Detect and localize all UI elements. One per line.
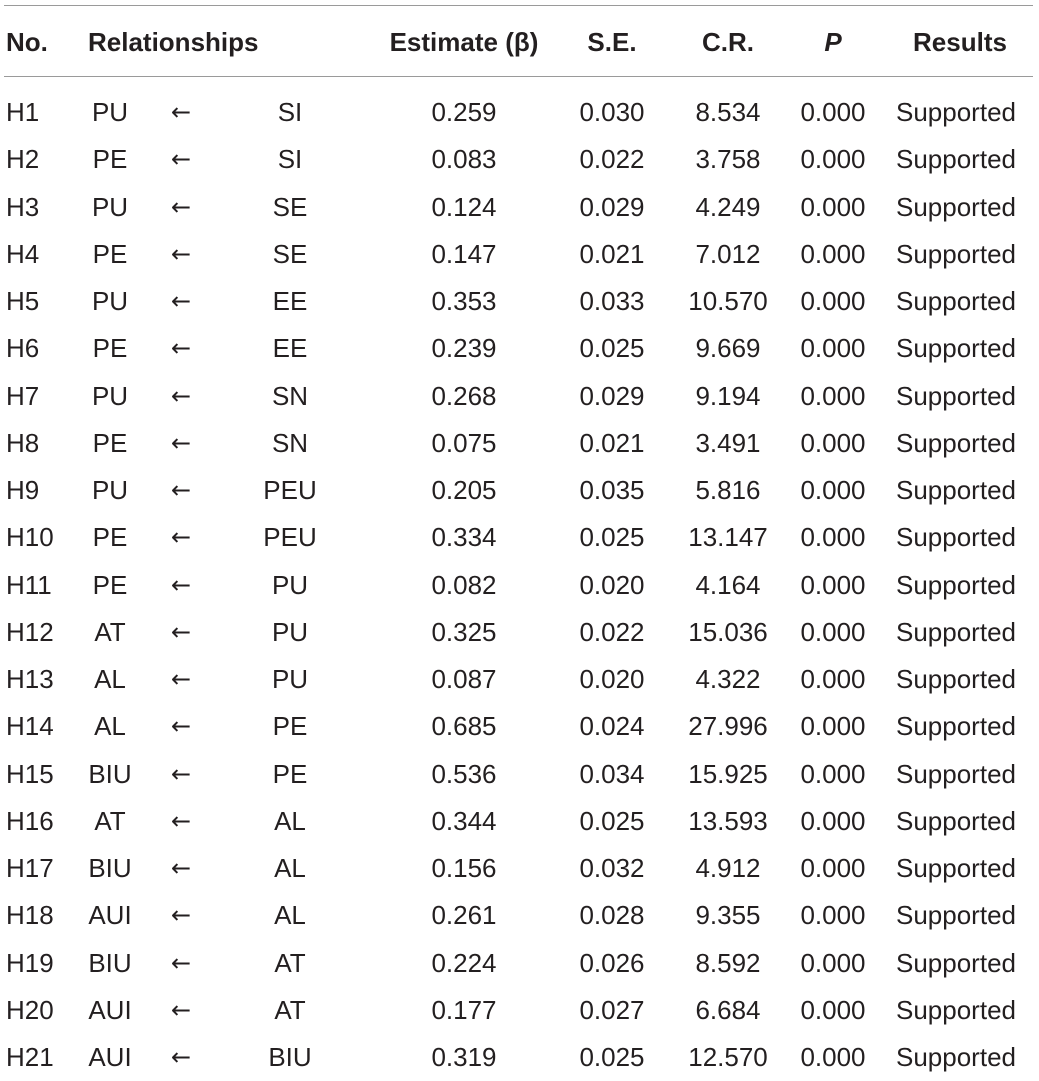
- row-number: H17: [6, 853, 54, 883]
- table-row: [0, 562, 1039, 609]
- p-cell: 0.000: [800, 475, 866, 505]
- relationship-arrow: ←: [170, 807, 192, 835]
- relationship-arrow: ←: [170, 382, 192, 410]
- relationship-predictor: SE: [272, 192, 308, 222]
- se-cell: 0.030: [579, 97, 645, 127]
- cr-cell: 8.534: [695, 97, 761, 127]
- table-row: [0, 467, 1039, 514]
- row-number: H19: [6, 948, 54, 978]
- table-row: [0, 184, 1039, 231]
- cr-cell: 4.249: [695, 192, 761, 222]
- result-cell: Supported: [896, 664, 1016, 694]
- estimate-cell: 0.239: [431, 333, 497, 363]
- result-cell: Supported: [896, 948, 1016, 978]
- table-row: [0, 987, 1039, 1034]
- result-cell: Supported: [896, 475, 1016, 505]
- cr-cell: 4.912: [695, 853, 761, 883]
- se-cell: 0.025: [579, 1042, 645, 1072]
- relationship-outcome: AUI: [88, 995, 132, 1025]
- result-cell: Supported: [896, 853, 1016, 883]
- se-cell: 0.029: [579, 381, 645, 411]
- result-cell: Supported: [896, 806, 1016, 836]
- relationship-arrow: ←: [170, 334, 192, 362]
- row-number: H2: [6, 144, 40, 174]
- header-no: No.: [6, 27, 48, 57]
- table-row: [0, 89, 1039, 136]
- table-row: [0, 420, 1039, 467]
- table-top-rule: [4, 5, 1033, 6]
- relationship-outcome: PE: [92, 522, 128, 552]
- cr-cell: 9.355: [695, 900, 761, 930]
- cr-cell: 9.669: [695, 333, 761, 363]
- result-cell: Supported: [896, 239, 1016, 269]
- p-cell: 0.000: [800, 711, 866, 741]
- row-number: H5: [6, 286, 40, 316]
- row-number: H18: [6, 900, 54, 930]
- result-cell: Supported: [896, 286, 1016, 316]
- estimate-cell: 0.344: [431, 806, 497, 836]
- estimate-cell: 0.536: [431, 759, 497, 789]
- relationship-outcome: AL: [94, 664, 126, 694]
- p-cell: 0.000: [800, 144, 866, 174]
- relationship-arrow: ←: [170, 287, 192, 315]
- result-cell: Supported: [896, 617, 1016, 647]
- relationship-outcome: PE: [92, 333, 128, 363]
- p-cell: 0.000: [800, 522, 866, 552]
- cr-cell: 4.164: [695, 570, 761, 600]
- row-number: H12: [6, 617, 54, 647]
- table-row: [0, 940, 1039, 987]
- p-cell: 0.000: [800, 900, 866, 930]
- relationship-arrow: ←: [170, 98, 192, 126]
- p-cell: 0.000: [800, 381, 866, 411]
- se-cell: 0.026: [579, 948, 645, 978]
- table-row: [0, 278, 1039, 325]
- relationship-predictor: PEU: [263, 522, 317, 552]
- relationship-outcome: PU: [91, 286, 129, 316]
- result-cell: Supported: [896, 570, 1016, 600]
- relationship-predictor: PU: [271, 617, 309, 647]
- result-cell: Supported: [896, 381, 1016, 411]
- header-bottom-rule: [4, 76, 1033, 77]
- table-row: [0, 609, 1039, 656]
- p-cell: 0.000: [800, 333, 866, 363]
- estimate-cell: 0.325: [431, 617, 497, 647]
- p-cell: 0.000: [800, 97, 866, 127]
- row-number: H6: [6, 333, 40, 363]
- cr-cell: 4.322: [695, 664, 761, 694]
- cr-cell: 10.570: [688, 286, 768, 316]
- row-number: H13: [6, 664, 54, 694]
- row-number: H21: [6, 1042, 54, 1072]
- header-se: S.E.: [587, 27, 637, 57]
- result-cell: Supported: [896, 333, 1016, 363]
- table-row: [0, 325, 1039, 372]
- relationship-arrow: ←: [170, 193, 192, 221]
- p-cell: 0.000: [800, 948, 866, 978]
- estimate-cell: 0.087: [431, 664, 497, 694]
- relationship-predictor: AT: [274, 948, 306, 978]
- table-row: [0, 798, 1039, 845]
- estimate-cell: 0.259: [431, 97, 497, 127]
- estimate-cell: 0.224: [431, 948, 497, 978]
- row-number: H7: [6, 381, 40, 411]
- row-number: H16: [6, 806, 54, 836]
- result-cell: Supported: [896, 522, 1016, 552]
- relationship-outcome: PE: [92, 239, 128, 269]
- relationship-predictor: EE: [272, 333, 308, 363]
- p-cell: 0.000: [800, 759, 866, 789]
- estimate-cell: 0.261: [431, 900, 497, 930]
- cr-cell: 13.593: [688, 806, 768, 836]
- p-cell: 0.000: [800, 806, 866, 836]
- relationship-arrow: ←: [170, 240, 192, 268]
- relationship-predictor: EE: [272, 286, 308, 316]
- relationship-arrow: ←: [170, 665, 192, 693]
- estimate-cell: 0.083: [431, 144, 497, 174]
- row-number: H11: [6, 570, 52, 600]
- cr-cell: 3.758: [695, 144, 761, 174]
- relationship-arrow: ←: [170, 429, 192, 457]
- relationship-outcome: PU: [91, 192, 129, 222]
- relationship-predictor: SI: [277, 144, 303, 174]
- se-cell: 0.035: [579, 475, 645, 505]
- header-estimate: Estimate (β): [389, 27, 539, 57]
- row-number: H9: [6, 475, 40, 505]
- relationship-outcome: PU: [91, 381, 129, 411]
- p-cell: 0.000: [800, 239, 866, 269]
- p-cell: 0.000: [800, 664, 866, 694]
- table-row: [0, 751, 1039, 798]
- table-row: [0, 231, 1039, 278]
- row-number: H1: [6, 97, 40, 127]
- relationship-predictor: PEU: [263, 475, 317, 505]
- se-cell: 0.025: [579, 522, 645, 552]
- relationship-predictor: AL: [274, 853, 306, 883]
- row-number: H15: [6, 759, 54, 789]
- se-cell: 0.020: [579, 664, 645, 694]
- se-cell: 0.029: [579, 192, 645, 222]
- estimate-cell: 0.075: [431, 428, 497, 458]
- cr-cell: 6.684: [695, 995, 761, 1025]
- cr-cell: 5.816: [695, 475, 761, 505]
- relationship-predictor: AL: [274, 806, 306, 836]
- relationship-arrow: ←: [170, 996, 192, 1024]
- estimate-cell: 0.205: [431, 475, 497, 505]
- estimate-cell: 0.334: [431, 522, 497, 552]
- relationship-predictor: SN: [271, 428, 309, 458]
- result-cell: Supported: [896, 1042, 1016, 1072]
- relationship-arrow: ←: [170, 949, 192, 977]
- se-cell: 0.024: [579, 711, 645, 741]
- result-cell: Supported: [896, 759, 1016, 789]
- relationship-arrow: ←: [170, 854, 192, 882]
- p-cell: 0.000: [800, 995, 866, 1025]
- header-p: P: [824, 27, 842, 57]
- relationship-outcome: AUI: [88, 1042, 132, 1072]
- relationship-outcome: AT: [94, 806, 126, 836]
- estimate-cell: 0.156: [431, 853, 497, 883]
- estimate-cell: 0.147: [431, 239, 497, 269]
- p-cell: 0.000: [800, 570, 866, 600]
- row-number: H4: [6, 239, 40, 269]
- result-cell: Supported: [896, 428, 1016, 458]
- table-row: [0, 136, 1039, 183]
- se-cell: 0.025: [579, 806, 645, 836]
- se-cell: 0.020: [579, 570, 645, 600]
- relationship-arrow: ←: [170, 523, 192, 551]
- relationship-arrow: ←: [170, 760, 192, 788]
- relationship-arrow: ←: [170, 571, 192, 599]
- relationship-predictor: AL: [274, 900, 306, 930]
- table-row: [0, 373, 1039, 420]
- table-row: [0, 1034, 1039, 1081]
- row-number: H10: [6, 522, 54, 552]
- relationship-outcome: PE: [92, 144, 128, 174]
- se-cell: 0.022: [579, 144, 645, 174]
- relationship-predictor: SI: [277, 97, 303, 127]
- cr-cell: 15.036: [688, 617, 768, 647]
- se-cell: 0.022: [579, 617, 645, 647]
- cr-cell: 15.925: [688, 759, 768, 789]
- row-number: H3: [6, 192, 40, 222]
- table-row: [0, 656, 1039, 703]
- relationship-arrow: ←: [170, 618, 192, 646]
- relationship-predictor: SE: [272, 239, 308, 269]
- table-header-row: [0, 18, 1039, 66]
- se-cell: 0.021: [579, 239, 645, 269]
- result-cell: Supported: [896, 192, 1016, 222]
- cr-cell: 3.491: [695, 428, 761, 458]
- relationship-outcome: AT: [94, 617, 126, 647]
- estimate-cell: 0.177: [431, 995, 497, 1025]
- estimate-cell: 0.124: [431, 192, 497, 222]
- relationship-outcome: AUI: [88, 900, 132, 930]
- cr-cell: 13.147: [688, 522, 768, 552]
- cr-cell: 12.570: [688, 1042, 768, 1072]
- se-cell: 0.025: [579, 333, 645, 363]
- result-cell: Supported: [896, 144, 1016, 174]
- relationship-arrow: ←: [170, 476, 192, 504]
- result-cell: Supported: [896, 995, 1016, 1025]
- header-results: Results: [913, 27, 1007, 57]
- se-cell: 0.027: [579, 995, 645, 1025]
- cr-cell: 7.012: [695, 239, 761, 269]
- p-cell: 0.000: [800, 853, 866, 883]
- p-cell: 0.000: [800, 428, 866, 458]
- relationship-outcome: PU: [91, 97, 129, 127]
- relationship-predictor: PE: [272, 759, 308, 789]
- p-cell: 0.000: [800, 192, 866, 222]
- relationship-arrow: ←: [170, 712, 192, 740]
- result-cell: Supported: [896, 711, 1016, 741]
- relationship-outcome: PU: [91, 475, 129, 505]
- result-cell: Supported: [896, 900, 1016, 930]
- se-cell: 0.034: [579, 759, 645, 789]
- relationship-arrow: ←: [170, 1043, 192, 1071]
- relationship-predictor: PE: [272, 711, 308, 741]
- table-row: [0, 703, 1039, 750]
- se-cell: 0.021: [579, 428, 645, 458]
- relationship-outcome: AL: [94, 711, 126, 741]
- p-cell: 0.000: [800, 617, 866, 647]
- relationship-predictor: PU: [271, 570, 309, 600]
- se-cell: 0.032: [579, 853, 645, 883]
- relationship-outcome: BIU: [88, 853, 132, 883]
- estimate-cell: 0.082: [431, 570, 497, 600]
- relationship-arrow: ←: [170, 901, 192, 929]
- relationship-predictor: SN: [271, 381, 309, 411]
- relationship-outcome: BIU: [88, 759, 132, 789]
- se-cell: 0.033: [579, 286, 645, 316]
- relationship-outcome: PE: [92, 570, 128, 600]
- p-cell: 0.000: [800, 1042, 866, 1072]
- relationship-outcome: BIU: [88, 948, 132, 978]
- relationship-predictor: AT: [274, 995, 306, 1025]
- estimate-cell: 0.353: [431, 286, 497, 316]
- row-number: H14: [6, 711, 54, 741]
- header-relationships: Relationships: [88, 27, 259, 57]
- cr-cell: 27.996: [688, 711, 768, 741]
- cr-cell: 8.592: [695, 948, 761, 978]
- relationship-outcome: PE: [92, 428, 128, 458]
- relationship-predictor: PU: [271, 664, 309, 694]
- relationship-arrow: ←: [170, 145, 192, 173]
- se-cell: 0.028: [579, 900, 645, 930]
- p-cell: 0.000: [800, 286, 866, 316]
- header-cr: C.R.: [702, 27, 754, 57]
- row-number: H20: [6, 995, 54, 1025]
- cr-cell: 9.194: [695, 381, 761, 411]
- estimate-cell: 0.268: [431, 381, 497, 411]
- row-number: H8: [6, 428, 40, 458]
- result-cell: Supported: [896, 97, 1016, 127]
- estimate-cell: 0.319: [431, 1042, 497, 1072]
- table-row: [0, 514, 1039, 561]
- estimate-cell: 0.685: [431, 711, 497, 741]
- relationship-predictor: BIU: [268, 1042, 312, 1072]
- table-row: [0, 892, 1039, 939]
- table-row: [0, 845, 1039, 892]
